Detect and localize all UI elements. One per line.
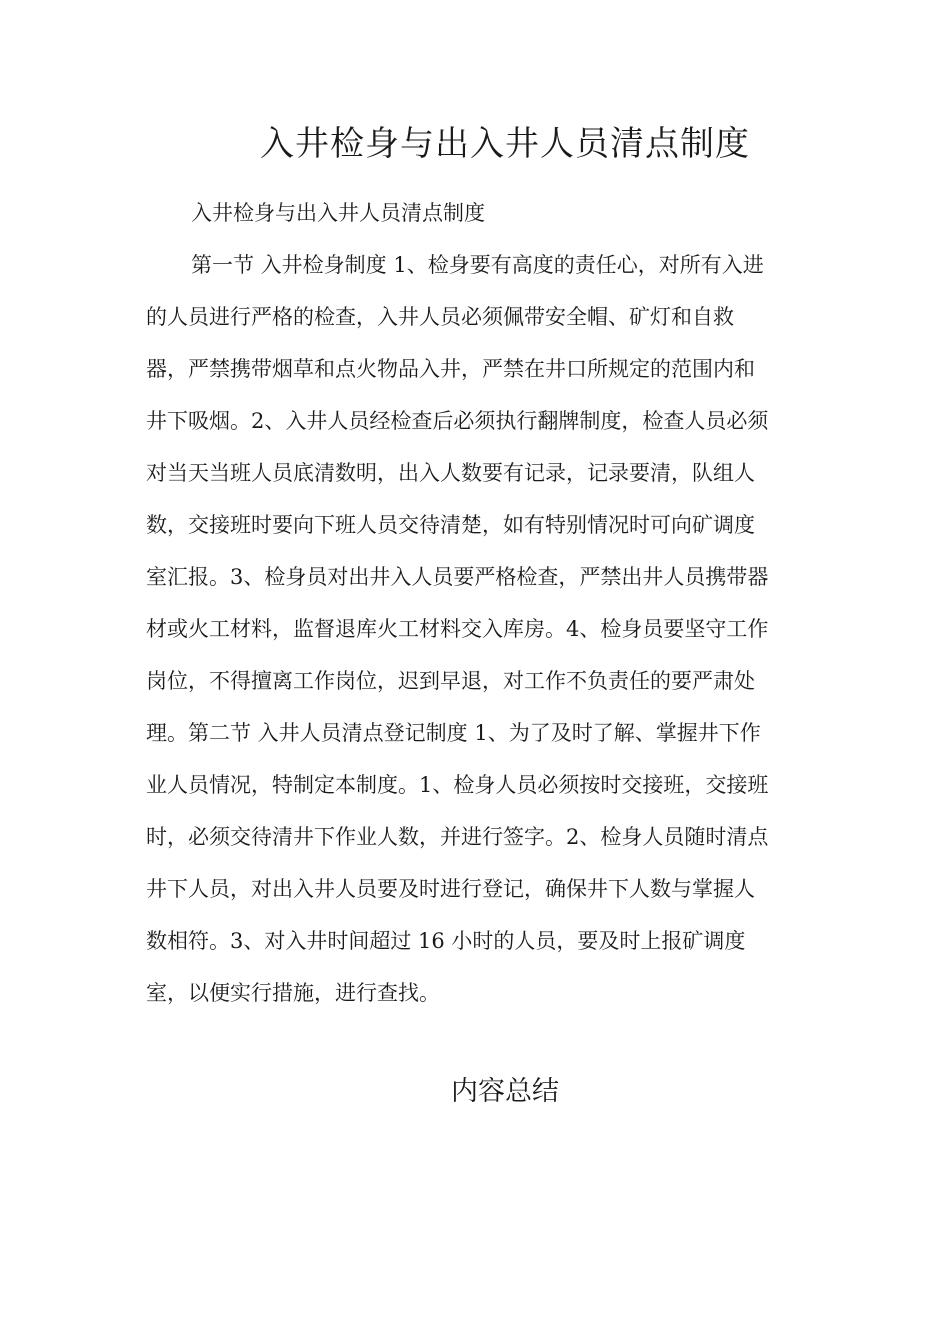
- body-line: 对当天当班人员底清数明，出入人数要有记录，记录要清，队组人: [146, 461, 755, 485]
- body-line: 的人员进行严格的检查，入井人员必须佩带安全帽、矿灯和自救: [146, 305, 734, 329]
- body-line: 器，严禁携带烟草和点火物品入井，严禁在井口所规定的范围内和: [146, 357, 755, 381]
- body-line: 理。第二节 入井人员清点登记制度 1、为了及时了解、掌握井下作: [146, 721, 761, 745]
- body-line: 井下吸烟。2、入井人员经检查后必须执行翻牌制度，检查人员必须: [146, 409, 769, 433]
- body-line: 第一节 入井检身制度 1、检身要有高度的责任心，对所有入进: [191, 253, 764, 277]
- document-title: 入井检身与出入井人员清点制度: [260, 124, 750, 164]
- body-line: 井下人员，对出入井人员要及时进行登记，确保井下人数与掌握人: [146, 877, 755, 901]
- body-line: 室，以便实行措施，进行查找。: [146, 981, 440, 1005]
- body-line: 时，必须交待清井下作业人数，并进行签字。2、检身人员随时清点: [146, 825, 769, 849]
- body-line: 数相符。3、对入井时间超过 16 小时的人员，要及时上报矿调度: [146, 929, 746, 953]
- body-line: 岗位，不得擅离工作岗位，迟到早退，对工作不负责任的要严肃处: [146, 669, 755, 693]
- body-line: 数，交接班时要向下班人员交待清楚，如有特别情况时可向矿调度: [146, 513, 755, 537]
- body-line: 材或火工材料，监督退库火工材料交入库房。4、检身员要坚守工作: [146, 617, 769, 641]
- body-line: 室汇报。3、检身员对出井入人员要严格检查，严禁出井人员携带器: [146, 565, 769, 589]
- body-line: 业人员情况，特制定本制度。1、检身人员必须按时交接班，交接班: [146, 773, 769, 797]
- document-subtitle: 入井检身与出入井人员清点制度: [191, 201, 485, 225]
- summary-heading: 内容总结: [451, 1076, 559, 1107]
